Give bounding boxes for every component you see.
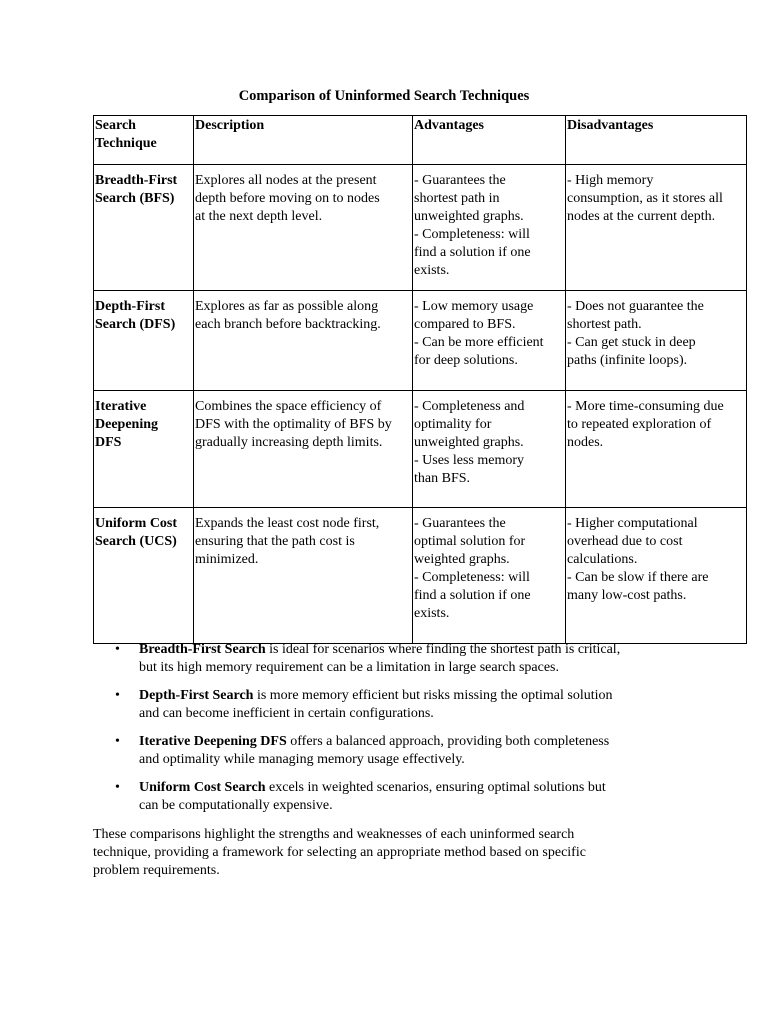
header-disadvantages: Disadvantages [566, 116, 747, 165]
cell-advantages-line: compared to BFS. [414, 317, 516, 332]
cell-disadvantages [566, 165, 747, 291]
cell-advantages-line: optimality for [414, 417, 492, 432]
cell-technique [94, 508, 194, 644]
cell-description [194, 391, 413, 508]
cell-technique [94, 165, 194, 291]
cell-disadvantages-line: - More time-consuming due [567, 399, 724, 414]
cell-advantages [413, 508, 566, 644]
cell-disadvantages [566, 291, 747, 391]
cell-description-line: each branch before backtracking. [195, 317, 381, 332]
summary-line: technique, providing a framework for selecting an appropriate method based on specific [93, 845, 586, 860]
cell-disadvantages-line: - Can be slow if there are [567, 570, 709, 585]
cell-disadvantages-line: - High memory [567, 173, 654, 188]
bullet-dot-icon: • [115, 642, 120, 657]
header-technique-line: Search [95, 118, 136, 133]
bullet-line: but its high memory requirement can be a limitation in large search spaces. [139, 660, 559, 675]
document-title: Comparison of Uninformed Search Techniques [238, 88, 530, 104]
cell-disadvantages-line: shortest path. [567, 317, 642, 332]
cell-description [194, 291, 413, 391]
cell-advantages [413, 391, 566, 508]
bullet-text: excels in weighted scenarios, ensuring optimal solutions but [265, 780, 606, 795]
cell-advantages-line: - Uses less memory [414, 453, 525, 468]
cell-advantages-line: - Completeness: will [414, 570, 530, 585]
cell-description-line: minimized. [195, 552, 259, 567]
cell-technique-line: Search (UCS) [95, 534, 177, 549]
cell-advantages-line: optimal solution for [414, 534, 526, 549]
header-technique-line: Technique [95, 136, 157, 151]
bullet-item [93, 687, 693, 723]
comparison-table [93, 115, 747, 644]
bullet-line [139, 779, 693, 797]
cell-advantages-line: exists. [414, 606, 450, 621]
cell-advantages-line: - Guarantees the [414, 173, 506, 188]
cell-technique [94, 391, 194, 508]
cell-advantages-line: - Completeness: will [414, 227, 530, 242]
cell-description-line: gradually increasing depth limits. [195, 435, 383, 450]
cell-disadvantages-line: paths (infinite loops). [567, 353, 688, 368]
cell-technique-line: Search (BFS) [95, 191, 175, 206]
cell-advantages-line: - Low memory usage [414, 299, 534, 314]
cell-advantages-line: - Guarantees the [414, 516, 506, 531]
cell-advantages-line: weighted graphs. [414, 552, 510, 567]
bullet-bold-term: Iterative Deepening DFS [139, 734, 287, 749]
header-description: Description [194, 116, 413, 165]
cell-advantages-line: shortest path in [414, 191, 500, 206]
cell-disadvantages-line: nodes at the current depth. [567, 209, 716, 224]
cell-advantages-line: - Can be more efficient [414, 335, 544, 350]
bullet-item [93, 641, 693, 677]
cell-disadvantages-line: to repeated exploration of [567, 417, 712, 432]
cell-advantages-line: exists. [414, 263, 450, 278]
cell-description-line: at the next depth level. [195, 209, 323, 224]
bullet-line: and optimality while managing memory usage effectively. [139, 752, 465, 767]
bullet-line: can be computationally expensive. [139, 798, 333, 813]
cell-advantages-line: unweighted graphs. [414, 209, 524, 224]
cell-advantages-line: - Completeness and [414, 399, 525, 414]
bullet-line [139, 733, 693, 751]
cell-disadvantages-line: - Does not guarantee the [567, 299, 704, 314]
cell-disadvantages-line: overhead due to cost [567, 534, 683, 549]
summary-line: problem requirements. [93, 863, 220, 878]
cell-disadvantages [566, 508, 747, 644]
cell-advantages-line: than BFS. [414, 471, 471, 486]
bullet-item [93, 779, 693, 815]
cell-disadvantages-line: - Can get stuck in deep [567, 335, 696, 350]
cell-description-line: Explores as far as possible along [195, 299, 379, 314]
bullet-line: and can become inefficient in certain configurations. [139, 706, 434, 721]
table-header-row [94, 116, 747, 165]
cell-advantages-line: for deep solutions. [414, 353, 518, 368]
cell-description-line: Combines the space efficiency of [195, 399, 382, 414]
bullet-line [139, 687, 693, 705]
cell-advantages-line: find a solution if one [414, 588, 531, 603]
bullet-bold-term: Breadth-First Search [139, 642, 266, 657]
bullet-dot-icon: • [115, 734, 120, 749]
bullet-dot-icon: • [115, 688, 120, 703]
bullet-bold-term: Uniform Cost Search [139, 780, 266, 795]
cell-technique-line: Iterative [95, 399, 147, 414]
cell-technique-line: Depth-First [95, 299, 165, 314]
header-advantages: Advantages [413, 116, 566, 165]
bullet-text: is ideal for scenarios where finding the shortest path is critical, [265, 642, 621, 657]
cell-technique-line: Search (DFS) [95, 317, 176, 332]
cell-advantages [413, 165, 566, 291]
cell-disadvantages-line: calculations. [567, 552, 638, 567]
cell-disadvantages-line: - Higher computational [567, 516, 698, 531]
summary-line: These comparisons highlight the strengths and weaknesses of each uninformed search [93, 827, 575, 842]
cell-description-line: depth before moving on to nodes [195, 191, 380, 206]
cell-disadvantages-line: nodes. [567, 435, 604, 450]
cell-description-line: Explores all nodes at the present [195, 173, 377, 188]
cell-advantages [413, 291, 566, 391]
cell-disadvantages-line: consumption, as it stores all [567, 191, 723, 206]
summary-paragraph [93, 826, 673, 880]
table-row [94, 391, 747, 508]
cell-technique-line: Deepening [95, 417, 158, 432]
header-technique [94, 116, 194, 165]
summary-bullet-list [93, 641, 693, 825]
cell-disadvantages-line: many low-cost paths. [567, 588, 687, 603]
bullet-text: is more memory efficient but risks missing the optimal solution [253, 688, 613, 703]
bullet-bold-term: Depth-First Search [139, 688, 254, 703]
cell-description-line: DFS with the optimality of BFS by [195, 417, 392, 432]
bullet-dot-icon: • [115, 780, 120, 795]
cell-technique-line: Uniform Cost [95, 516, 178, 531]
cell-description-line: ensuring that the path cost is [195, 534, 355, 549]
table-row [94, 291, 747, 391]
table-body [94, 165, 747, 644]
bullet-text: offers a balanced approach, providing both completeness [286, 734, 610, 749]
cell-technique-line: Breadth-First [95, 173, 178, 188]
cell-description [194, 508, 413, 644]
table-row [94, 165, 747, 291]
bullet-line [139, 641, 693, 659]
bullet-item [93, 733, 693, 769]
cell-technique-line: DFS [95, 435, 122, 450]
cell-advantages-line: find a solution if one [414, 245, 531, 260]
cell-disadvantages [566, 391, 747, 508]
cell-description [194, 165, 413, 291]
cell-advantages-line: unweighted graphs. [414, 435, 524, 450]
table-row [94, 508, 747, 644]
cell-technique [94, 291, 194, 391]
cell-description-line: Expands the least cost node first, [195, 516, 380, 531]
